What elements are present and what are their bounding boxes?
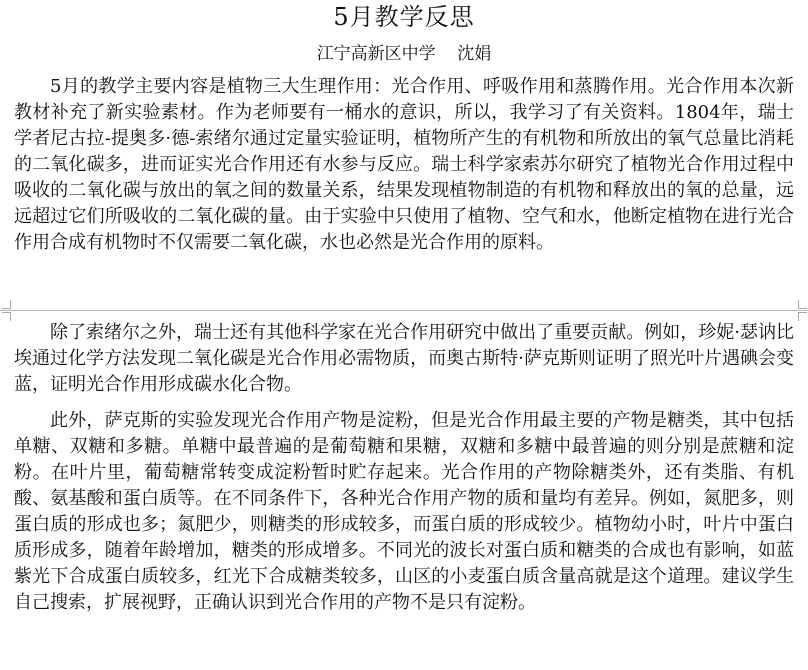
page-margin-corner-mark (2, 300, 11, 309)
page-title: 5月教学反思 (333, 3, 475, 31)
paragraph-2: 除了索绪尔之外，瑞士还有其他科学家在光合作用研究中做出了重要贡献。例如，珍妮·瑟讷比埃通过化学方法发现二氧化碳是光合作用必需物质，而奥古斯特·萨克斯则证明了照光叶片遇碘会变蓝，证明光合作用形成碳水化合物。 (14, 322, 794, 395)
paragraph-1: 5月的教学主要内容是植物三大生理作用：光合作用、呼吸作用和蒸腾作用。光合作用本次新教材补充了新实验素材。作为老师要有一桶水的意识，所以，我学习了有关资料。1804年，瑞士学者尼古拉-提奥多·德-索绪尔通过定量实验证明，植物所产生的有机物和所放出的氧气总量比消耗的二氧化碳多，进而证实光合作用还有水参与反应。瑞士科学家索苏尔研究了植物光合作用过程中吸收的二氧化碳与放出的氧之间的数量关系，结果发现植物制造的有机物和释放出的氧的总量，远远超过它们所吸收的二氧化碳的量。由于实验中只使用了植物、空气和水，他断定植物在进行光合作用合成有机物时不仅需要二氧化碳，水也必然是光合作用的原料。 (14, 76, 794, 253)
author-line: 江宁高新区中学 沈娟 (316, 44, 492, 64)
page-margin-corner-mark (2, 312, 11, 321)
paragraph-3: 此外，萨克斯的实验发现光合作用产物是淀粉，但是光合作用最主要的产物是糖类，其中包括单糖、双糖和多糖。单糖中最普遍的是葡萄糖和果糖，双糖和多糖中最普遍的则分别是蔗糖和淀粉。在叶片里，葡萄糖常转变成淀粉暂时贮存起来。光合作用的产物除糖类外，还有类脂、有机酸、氨基酸和蛋白质等。在不同条件下，各种光合作用产物的质和量均有差异。例如，氮肥多，则蛋白质的形成也多；氮肥少，则糖类的形成较多，而蛋白质的形成较少。植物幼小时，叶片中蛋白质形成多，随着年龄增加，糖类的形成增多。不同光的波长对蛋白质和糖类的合成也有影响，如蓝紫光下合成蛋白质较多，红光下合成糖类较多，山区的小麦蛋白质含量高就是这个道理。建议学生自己搜索，扩展视野，正确认识到光合作用的产物不是只有淀粉。 (14, 410, 794, 613)
page-margin-corner-mark (798, 312, 807, 321)
page-break-divider (0, 310, 808, 311)
page-margin-corner-mark (798, 300, 807, 309)
